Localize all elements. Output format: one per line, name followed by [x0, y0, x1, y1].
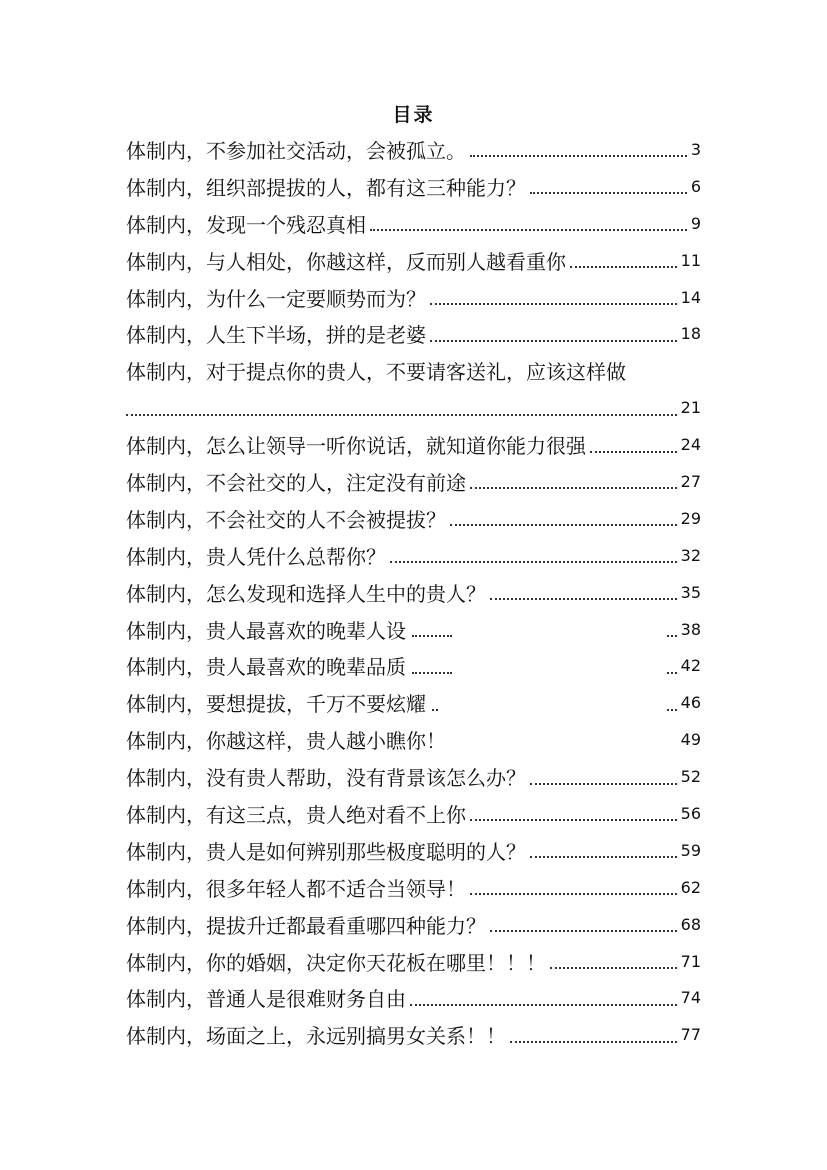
- toc-entry[interactable]: [126, 832, 701, 869]
- toc-entry-title: 体制内，不会社交的人不会被提拔？: [126, 507, 446, 532]
- toc-entry-page: 9: [690, 213, 701, 233]
- toc-entry[interactable]: [126, 906, 701, 943]
- toc-entry-title: 体制内，人生下半场，拼的是老婆: [126, 323, 426, 348]
- toc-entry-title: 体制内，与人相处，你越这样，反而别人越看重你: [126, 249, 566, 274]
- toc-entry[interactable]: [126, 1016, 701, 1053]
- toc-entry-page: 29: [680, 508, 701, 528]
- dot-leader: [126, 414, 677, 416]
- toc-entry-title: 体制内，普通人是很难财务自由: [126, 987, 406, 1012]
- toc-entry[interactable]: [126, 352, 701, 389]
- toc-entry-page: 46: [680, 693, 701, 713]
- dot-leader: [430, 303, 677, 305]
- toc-entry-title: 体制内，要想提拔，千万不要炫耀: [126, 692, 426, 717]
- toc-entry[interactable]: [126, 647, 701, 684]
- dot-leader: [470, 819, 677, 821]
- toc-entry[interactable]: [126, 684, 701, 721]
- toc-entry-page: 18: [680, 324, 701, 344]
- toc-entry-title: 体制内，组织部提拔的人，都有这三种能力？: [126, 175, 526, 200]
- dot-leader: [432, 709, 438, 711]
- toc-entry[interactable]: [126, 758, 701, 795]
- toc-entry-page: 14: [680, 287, 701, 307]
- toc-entry[interactable]: [126, 943, 701, 980]
- toc-entry[interactable]: [126, 168, 701, 205]
- toc-entry[interactable]: [126, 426, 701, 463]
- toc-entry[interactable]: [126, 979, 701, 1016]
- toc-entry-page: 21: [680, 398, 701, 418]
- toc-entry-page: 49: [680, 730, 701, 750]
- toc-entry[interactable]: [126, 131, 701, 168]
- toc-entry-page: 59: [680, 840, 701, 860]
- toc-entry-page: 52: [680, 767, 701, 787]
- dot-leader: [450, 524, 677, 526]
- toc-entry-page: 56: [680, 803, 701, 823]
- toc-entry[interactable]: [126, 574, 701, 611]
- toc-entry-title: 体制内，怎么让领导一听你说话，就知道你能力很强: [126, 434, 586, 459]
- toc-entry-page: 38: [680, 619, 701, 639]
- toc-entry-title: 体制内，不会社交的人，注定没有前途: [126, 470, 466, 495]
- toc-entry[interactable]: [126, 205, 701, 242]
- dot-leader: [667, 635, 677, 637]
- dot-leader: [390, 561, 677, 563]
- toc-entry-page: 62: [680, 877, 701, 897]
- dot-leader: [412, 672, 452, 674]
- dot-leader: [412, 635, 452, 637]
- dot-leader: [530, 783, 677, 785]
- dot-leader: [490, 930, 677, 932]
- toc-entry-page: 71: [680, 951, 701, 971]
- dot-leader: [370, 229, 687, 231]
- toc-entry-title: 体制内，不参加社交活动，会被孤立。: [126, 138, 466, 163]
- dot-leader: [570, 266, 677, 268]
- toc-entry-title: 体制内，怎么发现和选择人生中的贵人？: [126, 581, 486, 606]
- toc-entry-page: 32: [680, 545, 701, 565]
- toc-entry-page: 35: [680, 582, 701, 602]
- dot-leader: [470, 155, 687, 157]
- toc-entry-title: 体制内，贵人凭什么总帮你？: [126, 544, 386, 569]
- toc-entry-title: 体制内，有这三点，贵人绝对看不上你: [126, 802, 466, 827]
- toc-entry[interactable]: [126, 279, 701, 316]
- toc-entry-title: 体制内，你的婚姻，决定你天花板在哪里！！！: [126, 950, 546, 975]
- dot-leader: [530, 192, 687, 194]
- toc-entry-title: 体制内，贵人最喜欢的晚辈人设: [126, 618, 406, 643]
- toc-entry[interactable]: [126, 463, 701, 500]
- dot-leader: [667, 709, 677, 711]
- dot-leader: [410, 1004, 677, 1006]
- toc-entry-page: 77: [680, 1025, 701, 1045]
- toc-entry[interactable]: [126, 315, 701, 352]
- toc-entry-title: 体制内，对于提点你的贵人，不要请客送礼，应该这样做: [126, 360, 626, 385]
- toc-entry-page: 6: [690, 176, 701, 196]
- dot-leader: [590, 451, 677, 453]
- toc-entry[interactable]: [126, 721, 701, 758]
- toc-entry-continuation[interactable]: [126, 389, 701, 426]
- toc-entry-page: 68: [680, 914, 701, 934]
- toc-entry-page: 3: [690, 139, 701, 159]
- toc-entry-title: 体制内，提拔升迁都最看重哪四种能力？: [126, 913, 486, 938]
- toc-entry-title: 体制内，发现一个残忍真相: [126, 212, 366, 237]
- toc-entry-page: 24: [680, 435, 701, 455]
- toc-entry-page: 27: [680, 471, 701, 491]
- toc-entry-page: 74: [680, 988, 701, 1008]
- toc-entry-page: 42: [680, 656, 701, 676]
- dot-leader: [470, 893, 677, 895]
- toc-entry-title: 体制内，很多年轻人都不适合当领导！: [126, 876, 466, 901]
- dot-leader: [530, 856, 677, 858]
- toc-entry[interactable]: [126, 537, 701, 574]
- toc-entry[interactable]: [126, 869, 701, 906]
- toc-entry[interactable]: [126, 611, 701, 648]
- dot-leader: [470, 487, 677, 489]
- toc-entry-title: 体制内，场面之上，永远别搞男女关系！！: [126, 1024, 506, 1049]
- toc-entry-title: 体制内，你越这样，贵人越小瞧你！: [126, 729, 446, 754]
- toc-entry-title: 体制内，没有贵人帮助，没有背景该怎么办？: [126, 766, 526, 791]
- toc-entry-page: 11: [680, 250, 701, 270]
- toc-entry-title: 体制内，贵人最喜欢的晚辈品质: [126, 655, 406, 680]
- dot-leader: [510, 1041, 677, 1043]
- dot-leader: [490, 598, 677, 600]
- toc-title: 目录: [392, 104, 435, 126]
- toc-entry-title: 体制内，为什么一定要顺势而为？: [126, 286, 426, 311]
- dot-leader: [430, 340, 677, 342]
- toc-entry-title: 体制内，贵人是如何辨别那些极度聪明的人？: [126, 839, 526, 864]
- toc-list: [126, 131, 701, 1053]
- toc-entry[interactable]: [126, 500, 701, 537]
- dot-leader: [667, 672, 677, 674]
- toc-entry[interactable]: [126, 795, 701, 832]
- toc-entry[interactable]: [126, 242, 701, 279]
- dot-leader: [550, 967, 677, 969]
